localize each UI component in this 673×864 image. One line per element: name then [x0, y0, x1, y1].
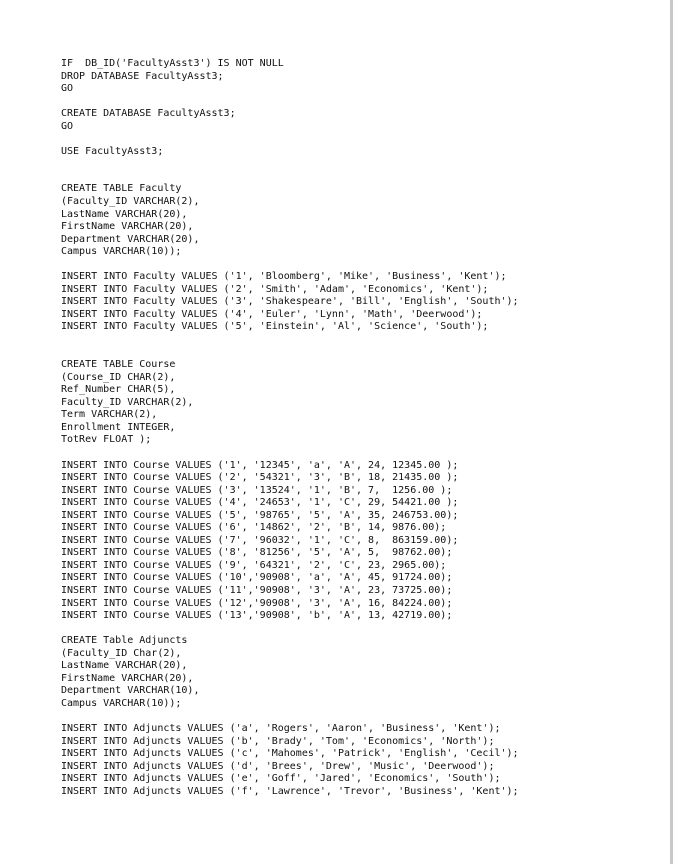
blank-line	[61, 96, 519, 109]
code-line: LastName VARCHAR(20),	[61, 208, 188, 220]
code-line: INSERT INTO Course VALUES ('3', '13524', '1', 'B', 7, 1256.00 );	[61, 484, 453, 496]
code-line: INSERT INTO Adjuncts VALUES ('a', 'Rogers', 'Aaron', 'Business', 'Kent');	[61, 722, 501, 734]
blank-line	[61, 133, 519, 146]
code-line: TotRev FLOAT );	[61, 434, 152, 446]
code-line: GO	[61, 120, 74, 132]
blank-line	[61, 158, 519, 171]
code-line: INSERT INTO Faculty VALUES ('5', 'Einstein', 'Al', 'Science', 'South');	[61, 321, 489, 333]
code-line: INSERT INTO Faculty VALUES ('2', 'Smith', 'Adam', 'Economics', 'Kent');	[61, 283, 489, 295]
code-line: USE FacultyAsst3;	[61, 145, 164, 157]
code-line: Faculty_ID VARCHAR(2),	[61, 396, 194, 408]
code-line: CREATE TABLE Faculty	[61, 183, 182, 195]
code-line: INSERT INTO Course VALUES ('1', '12345', 'a', 'A', 24, 12345.00 );	[61, 459, 459, 471]
code-line: INSERT INTO Course VALUES ('4', '24653', '1', 'C', 29, 54421.00 );	[61, 497, 459, 509]
code-line: (Faculty_ID Char(2),	[61, 647, 182, 659]
blank-line	[61, 623, 519, 636]
code-line: INSERT INTO Adjuncts VALUES ('f', 'Lawrence', 'Trevor', 'Business', 'Kent');	[61, 785, 519, 797]
code-line: INSERT INTO Faculty VALUES ('4', 'Euler', 'Lynn', 'Math', 'Deerwood');	[61, 308, 483, 320]
code-line: INSERT INTO Course VALUES ('11','90908', '3', 'A', 23, 73725.00);	[61, 584, 453, 596]
code-line: Ref_Number CHAR(5),	[61, 384, 176, 396]
blank-line	[61, 347, 519, 360]
blank-line	[61, 710, 519, 723]
code-line: INSERT INTO Course VALUES ('13','90908', 'b', 'A', 13, 42719.00);	[61, 610, 453, 622]
code-line: INSERT INTO Course VALUES ('5', '98765', '5', 'A', 35, 246753.00);	[61, 509, 459, 521]
code-line: INSERT INTO Course VALUES ('9', '64321', '2', 'C', 23, 2965.00);	[61, 559, 447, 571]
code-line: DROP DATABASE FacultyAsst3;	[61, 70, 224, 82]
code-line: INSERT INTO Course VALUES ('2', '54321', '3', 'B', 18, 21435.00 );	[61, 472, 459, 484]
blank-line	[61, 259, 519, 272]
sql-script	[61, 58, 519, 798]
code-line: FirstName VARCHAR(20),	[61, 672, 194, 684]
code-line: LastName VARCHAR(20),	[61, 660, 188, 672]
code-line: INSERT INTO Course VALUES ('7', '96032', '1', 'C', 8, 863159.00);	[61, 534, 459, 546]
code-line: Campus VARCHAR(10));	[61, 246, 182, 258]
code-line: GO	[61, 83, 74, 95]
code-line: CREATE Table Adjuncts	[61, 635, 188, 647]
blank-line	[61, 447, 519, 460]
code-line: INSERT INTO Course VALUES ('8', '81256', '5', 'A', 5, 98762.00);	[61, 547, 453, 559]
blank-line	[61, 334, 519, 347]
code-line: INSERT INTO Adjuncts VALUES ('c', 'Mahomes', 'Patrick', 'English', 'Cecil');	[61, 748, 519, 760]
code-line: INSERT INTO Faculty VALUES ('3', 'Shakespeare', 'Bill', 'English', 'South');	[61, 296, 519, 308]
code-line: Department VARCHAR(20),	[61, 233, 200, 245]
code-line: (Faculty_ID VARCHAR(2),	[61, 196, 200, 208]
code-line: CREATE DATABASE FacultyAsst3;	[61, 108, 236, 120]
code-line: Campus VARCHAR(10));	[61, 697, 182, 709]
code-line: INSERT INTO Course VALUES ('10','90908', 'a', 'A', 45, 91724.00);	[61, 572, 453, 584]
blank-line	[61, 171, 519, 184]
code-line: FirstName VARCHAR(20),	[61, 221, 194, 233]
code-line: INSERT INTO Faculty VALUES ('1', 'Bloomberg', 'Mike', 'Business', 'Kent');	[61, 271, 507, 283]
code-line: CREATE TABLE Course	[61, 359, 176, 371]
code-line: INSERT INTO Course VALUES ('12','90908', '3', 'A', 16, 84224.00);	[61, 597, 453, 609]
code-line: INSERT INTO Adjuncts VALUES ('e', 'Goff', 'Jared', 'Economics', 'South');	[61, 773, 501, 785]
code-line: Department VARCHAR(10),	[61, 685, 200, 697]
code-line: INSERT INTO Course VALUES ('6', '14862', '2', 'B', 14, 9876.00);	[61, 522, 447, 534]
code-line: INSERT INTO Adjuncts VALUES ('b', 'Brady', 'Tom', 'Economics', 'North');	[61, 735, 495, 747]
code-line: Term VARCHAR(2),	[61, 409, 158, 421]
code-line: (Course_ID CHAR(2),	[61, 371, 176, 383]
code-line: INSERT INTO Adjuncts VALUES ('d', 'Brees', 'Drew', 'Music', 'Deerwood');	[61, 760, 495, 772]
code-line: Enrollment INTEGER,	[61, 421, 176, 433]
code-line: IF DB_ID('FacultyAsst3') IS NOT NULL	[61, 58, 284, 69]
